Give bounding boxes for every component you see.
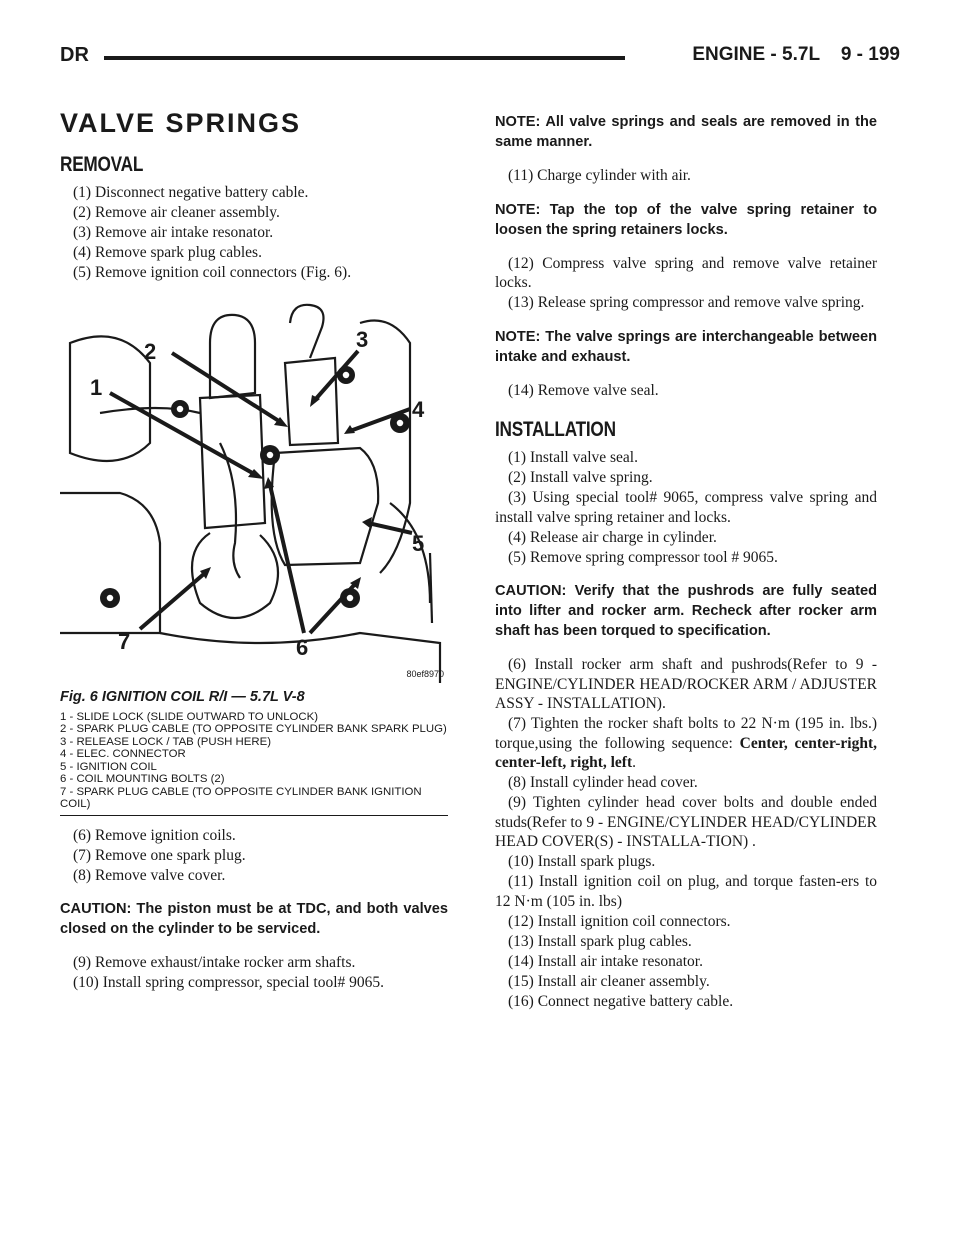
- torque-sequence: Center, center-right, center-left, right, left: [495, 734, 877, 771]
- installation-heading: INSTALLATION: [495, 418, 616, 441]
- left-column: [60, 108, 448, 993]
- legend-item: 2 - SPARK PLUG CABLE (TO OPPOSITE CYLINDER BANK SPARK PLUG): [60, 723, 447, 735]
- removal-step: (3) Remove air intake resonator.: [73, 224, 274, 241]
- ignition-coil-illustration: [60, 303, 450, 683]
- page-header: [60, 44, 900, 74]
- callout-4: 4: [412, 396, 425, 422]
- page-title: VALVE SPRINGS: [60, 108, 302, 138]
- figure-legend: [60, 711, 448, 811]
- callout-7: 7: [118, 628, 131, 654]
- installation-step: (6) Install rocker arm shaft and pushrods(Refer to 9 - ENGINE/CYLINDER HEAD/ROCKER ARM / ADJUSTER ASSY - INSTALLATION).: [495, 656, 877, 712]
- removal-step: (12) Compress valve spring and remove valve retainer locks.: [495, 254, 877, 291]
- removal-step: (13) Release spring compressor and remove valve spring.: [508, 294, 865, 311]
- legend-item: 1 - SLIDE LOCK (SLIDE OUTWARD TO UNLOCK): [60, 710, 319, 723]
- installation-step: (10) Install spark plugs.: [508, 853, 656, 870]
- callout-6: 6: [296, 634, 309, 660]
- installation-step: (8) Install cylinder head cover.: [508, 774, 698, 791]
- installation-step-torque-sequence: [495, 714, 877, 773]
- removal-step: (2) Remove air cleaner assembly.: [73, 204, 280, 221]
- installation-step: (15) Install air cleaner assembly.: [508, 972, 710, 990]
- figure-caption: Fig. 6 IGNITION COIL R/I — 5.7L V-8: [60, 688, 305, 705]
- removal-step: (6) Remove ignition coils.: [73, 826, 236, 844]
- note-interchangeable: NOTE: The valve springs are interchangeable between intake and exhaust.: [495, 328, 877, 365]
- removal-step: (14) Remove valve seal.: [508, 381, 659, 399]
- removal-step: (10) Install spring compressor, special tool# 9065.: [73, 974, 385, 991]
- legend-item: 7 - SPARK PLUG CABLE (TO OPPOSITE CYLINDER BANK IGNITION COIL): [60, 785, 422, 810]
- installation-step: (4) Release air charge in cylinder.: [508, 528, 717, 546]
- removal-step: (11) Charge cylinder with air.: [508, 167, 691, 184]
- installation-step: (5) Remove spring compressor tool # 9065.: [508, 548, 778, 566]
- removal-heading: REMOVAL: [60, 153, 144, 176]
- installation-step: (16) Connect negative battery cable.: [508, 992, 734, 1010]
- legend-item: 3 - RELEASE LOCK / TAB (PUSH HERE): [60, 735, 271, 748]
- caution-tdc: CAUTION: The piston must be at TDC, and both valves closed on the cylinder to be serviced.: [60, 901, 448, 937]
- torque-end: .: [632, 754, 636, 771]
- legend-item: 4 - ELEC. CONNECTOR: [60, 748, 186, 760]
- installation-step: (1) Install valve seal.: [508, 449, 638, 466]
- installation-step: (9) Tighten cylinder head cover bolts and double ended studs(Refer to 9 - ENGINE/CYLINDER HEAD/CYLINDER HEAD COVER(S) - INSTALLA-TION) .: [495, 794, 877, 850]
- removal-step: (8) Remove valve cover.: [73, 866, 226, 884]
- installation-step: (12) Install ignition coil connectors.: [508, 912, 731, 930]
- removal-step: (1) Disconnect negative battery cable.: [73, 184, 309, 201]
- callout-2: 2: [144, 338, 157, 364]
- ignition-coil-figure: [60, 303, 450, 683]
- installation-step: (2) Install valve spring.: [508, 469, 653, 486]
- callout-3: 3: [356, 326, 369, 352]
- torque-text: (7) Tighten the rocker shaft bolts to 22 N·m (195 in. lbs.) torque,using the following sequence:: [495, 715, 877, 752]
- installation-step: (13) Install spark plug cables.: [508, 932, 692, 950]
- installation-step: (11) Install ignition coil on plug, and torque fasten-ers to 12 N·m (105 in. lbs): [495, 873, 877, 910]
- removal-step: (4) Remove spark plug cables.: [73, 244, 262, 261]
- installation-step: (14) Install air intake resonator.: [508, 952, 703, 970]
- legend-item: 6 - COIL MOUNTING BOLTS (2): [60, 773, 225, 785]
- caution-pushrods: CAUTION: Verify that the pushrods are fully seated into lifter and rocker arm. Recheck after rocker arm shaft has been torqued to specification.: [495, 583, 877, 639]
- removal-step: (7) Remove one spark plug.: [73, 846, 246, 864]
- header-rule: [104, 56, 625, 60]
- removal-step: (9) Remove exhaust/intake rocker arm shafts.: [73, 954, 356, 971]
- figure-code: 80ef8970: [406, 668, 444, 679]
- right-column: [495, 108, 877, 1012]
- callout-5: 5: [412, 530, 425, 556]
- legend-divider: [60, 815, 448, 816]
- note-springs-same-manner: NOTE: All valve springs and seals are removed in the same manner.: [495, 114, 877, 150]
- installation-step: (3) Using special tool# 9065, compress valve spring and install valve spring retainer and locks.: [495, 489, 877, 526]
- header-page-ref: ENGINE - 5.7L 9 - 199: [692, 44, 900, 65]
- header-section-code: DR: [60, 44, 89, 66]
- callout-1: 1: [90, 374, 103, 400]
- removal-step: (5) Remove ignition coil connectors (Fig. 6).: [73, 264, 352, 281]
- legend-item: 5 - IGNITION COIL: [60, 760, 157, 773]
- note-tap-retainer: NOTE: Tap the top of the valve spring retainer to loosen the spring retainers locks.: [495, 201, 877, 238]
